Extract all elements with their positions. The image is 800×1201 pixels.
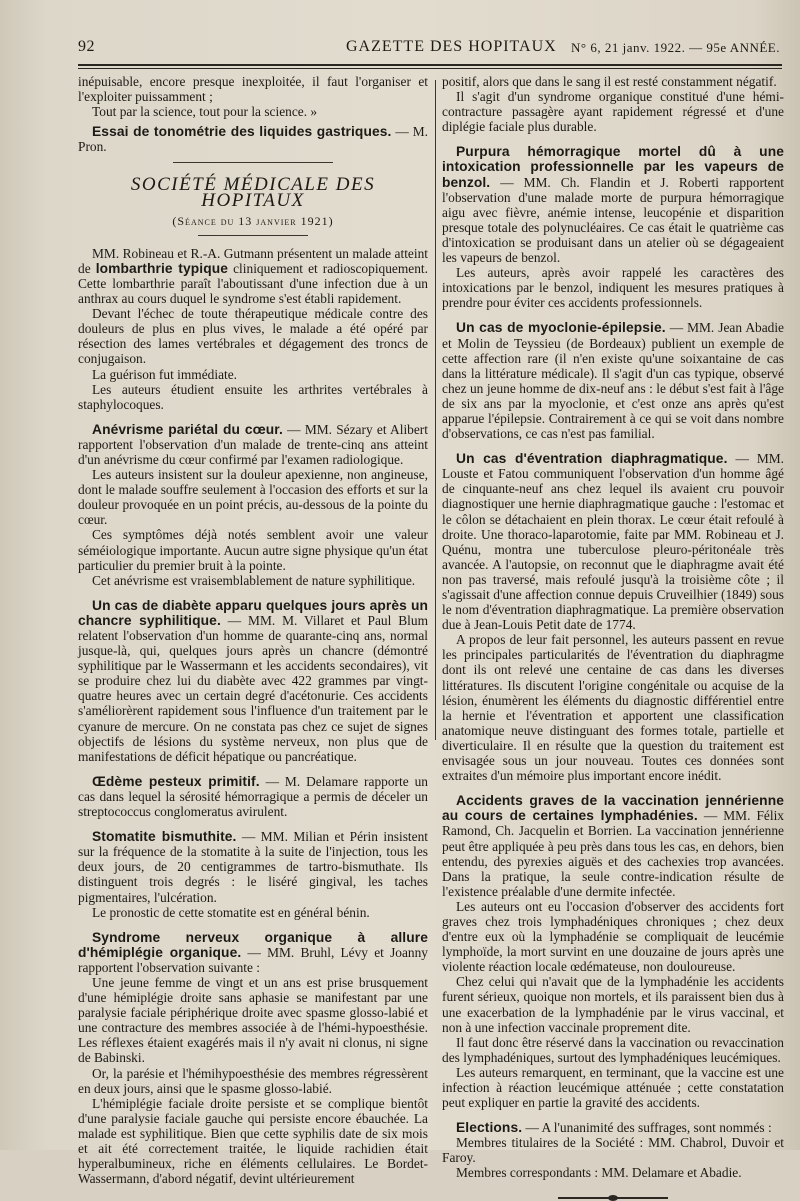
session-date: (Séance du 13 janvier 1921) [172,213,334,228]
article-eventration: Un cas d'éventration diaphragmatique. — MM. Louste et Fatou communiquent l'observation d'un homme âgé de cinquante-neuf ans chez lequel ils avaient cru pouvoir diagnostiquer une hernie diaphragmatique gauche : l'estomac et le côlon se détachaient en plein thorax. Le cœur était refoulé à droite. Une thoraco-laparotomie, faite par MM. Robineau et J. Quénu, montra une tuberculose pleuro-péritonéale très avancée. A l'autopsie, on reconnut que le diaphragme avait été non pas traversé, mais refoulé jusqu'à la troisième côte ; il s'agissait d'une affection connue depuis Cruveilhier (1849) sous le nom d'éventration diaphragmatique. La première observation due à Jean-Louis Petit date de 1774. [442,451,784,633]
page-number: 92 [78,38,95,55]
article-vaccination: Accidents graves de la vaccination jennérienne au cours de certaines lymphadénies. — MM. Félix Ramond, Ch. Jacquelin et Borrien. La vaccination jennérienne peut être appliquée à peu près dans tous les cas, en dehors, bien entendu, des pyrexies aiguës et des cachexies trop avancées. Dans la pratique, la seule contre-indication résulte de l'existence préalable d'une dermite infectée. [442,793,785,899]
paragraph: Les auteurs ont eu l'occasion d'observer des accidents fort graves chez trois lymphadéniques chroniques ; chez deux d'entre eux où la lymphadénie se compliquait de leucémie lymphoïde, la mort survint en une douzaine de jours après une violente réaction locale œdémateuse, non douloureuse. [442,898,784,975]
paragraph: Ces symptômes déjà notés semblent avoir une valeur séméiologique importante. Aucun autre signe physique qu'un état particulier du premier bruit à la pointe. [78,527,428,573]
article-lombarthrie: MM. Robineau et R.-A. Gutmann présentent un malade atteint de lombarthrie typique cliniquement et radioscopiquement. Cette lombarthrie paraît l'aboutissant d'une infection due à un anthrax au cours duquel le syndrome s'est établi rapidement. [78,245,429,307]
article-syndrome: Syndrome nerveux organique à allure d'hémiplégie organique. — MM. Bruhl, Lévy et Joanny rapportent l'observation suivante : [78,929,428,975]
divider [173,162,333,163]
left-column [78,74,428,1186]
paragraph: Le pronostic de cette stomatite est en général bénin. [92,904,370,920]
column-separator [435,80,436,740]
header-rule-thin [78,68,782,69]
article-title: Œdème pesteux primitif. [92,773,260,789]
paragraph: Cet anévrisme est vraisemblablement de nature syphilitique. [92,572,416,588]
paragraph: Devant l'échec de toute thérapeutique médicale contre des douleurs de plus en plus vives, le malade a été opéré par résection des lames vertébrales et dégagement des troncs de conjugaison. [78,306,428,367]
right-column [442,74,784,1201]
paragraph: A propos de leur fait personnel, les auteurs passent en revue les principales particularités de l'éventration du diaphragme dont ils ont relevé une centaine de cas dans les diverses littératures. Ils discutent l'origine congénitale ou acquise de la lésion, énumèrent les éléments du diagnostic différentiel entre la hernie et l'éventration et apportent une classification anatomique neuve distinguant des formes totale, partielle et diverticulaire. Il en résulte que la question du traitement est envisagée sous un jour nouveau. Toutes ces données sont extraites d'un mémoire plus important encore inédit. [442,632,784,784]
paragraph: positif, alors que dans le sang il est resté constamment négatif. [442,74,777,89]
paragraph: inépuisable, encore presque inexploitée, il faut l'organiser et l'exploiter puissamment ; [78,74,428,105]
article-diabete: Un cas de diabète apparu quelques jours après un chancre syphilitique. — MM. M. Villaret et Paul Blum relatent l'observation d'un homme de quarante-cinq ans, normal jusque-là, qui, quelques jours après un chancre (démontré syphilitique par le Wassermann et les accidents secondaires), vit se produire chez lui du diabète avec 422 grammes par vingt-quatre heures avec un certain degré d'acétonurie. Ces accidents s'améliorèrent rapidement sous l'influence d'un traitement par le cyanure de mercure. On ne constata pas chez ce sujet de signes objectifs de lésions du système nerveux, non plus que de manifestations de déficit hépatique ou pancréatique. [78,597,429,764]
article-stomatite: Stomatite bismuthite. — MM. Milian et Périn insistent sur la fréquence de la stomatite à la suite de l'injection, tous les deux jours, de 20 centigrammes de tartro-bismuthate. Ils distinguent trois degrés : le liséré gingival, les taches pigmentaires, l'ulcération. [78,829,428,905]
paragraph: Il s'agit d'un syndrome organique constitué d'une hémi-contracture passagère ayant rapidement régressé et d'une diplégie faciale plus durable. [442,89,784,135]
article-title: Syndrome nerveux organique à allure d'hémiplégie organique. [78,929,428,960]
journal-title: GAZETTE DES HOPITAUX [346,38,557,55]
paragraph: Les auteurs remarquent, en terminant, que la vaccine est une infection à réaction leucémique atténuée ; cette constatation peut expliquer en partie la gravité des accidents. [442,1064,784,1111]
article-title: Un cas de diabète apparu quelques jours après un chancre syphilitique. [78,597,428,628]
paragraph: Les auteurs étudient ensuite les arthrites vertébrales à staphylocoques. [78,381,428,412]
header-rule [78,64,782,66]
article-tonometrie: Essai de tonométrie des liquides gastriques. — M. Pron. [78,124,428,155]
issue-info: N° 6, 21 janv. 1922. — 95e ANNÉE. [571,40,780,55]
paragraph: Les auteurs, après avoir rappelé les caractères des intoxications par le benzol, indiquent les mesures pratiques à prendre pour éviter ces accidents professionnels. [442,265,784,311]
article-title: Elections. [456,1120,523,1136]
article-oedeme: Œdème pesteux primitif. — M. Delamare rapporte un cas dans lequel la sérosité hémorragique a permis de déceler un streptococcus conglomeratus avirulent. [78,773,428,820]
article-elections: Elections. — A l'unanimité des suffrages, sont nommés : [456,1120,772,1136]
article-myoclonie: Un cas de myoclonie-épilepsie. — MM. Jean Abadie et Molin de Teyssieu (de Bordeaux) publient un exemple de cette affection rare (il n'en existe qu'une soixantaine de cas dans la littérature médicale). Il s'agit d'un cas typique, observé chez un jeune homme de dix-neuf ans : le début s'est fait à l'âge de six ans par la myoclonie, et c'est onze ans après qu'est apparue l'épilepsie. Contrairement à ce qui se voit dans nombre d'observations, ce cas n'est pas familial. [442,320,784,442]
page-header [78,36,780,62]
article-title: Un cas d'éventration diaphragmatique. [456,451,728,467]
paragraph: Or, la parésie et l'hémihypoesthésie des membres régressèrent en deux jours, ainsi que le spasme glosso-labié. [78,1065,428,1096]
paragraph: Chez celui qui n'avait que de la lymphadénie les accidents furent sérieux, quoique non mortels, et ils paraissent bien dus à une exacerbation de la lymphadénie par le virus vaccinal, et non à une infection vaccinale proprement dite. [442,974,784,1035]
article-title: Un cas de myoclonie-épilepsie. [456,320,666,336]
article-purpura: Purpura hémorragique mortel dû à une intoxication professionnelle par les vapeurs de benzol. — MM. Ch. Flandin et J. Roberti rapportent l'observation d'une malade morte de purpura hémorragique aigu avec fièvre, anémie intense, leucopénie et disparition presque totale des polynucléaires. Ce cas était le quatrième cas d'intoxication se produisant dans un atelier où se dégageaient les vapeurs de benzol. [442,144,784,266]
paragraph: Les auteurs insistent sur la douleur apexienne, non angineuse, dont le malade souffre seulement à l'occasion des efforts et sur la douleur provoquée en un point précis, au-dessous de la pointe du cœur. [78,467,428,528]
paragraph: La guérison fut immédiate. [92,366,238,382]
article-title: Stomatite bismuthite. [92,829,237,845]
article-anevrisme: Anévrisme pariétal du cœur. — MM. Sézary et Alibert rapportent l'observation d'un malade de trente-cinq ans atteint d'un anévrisme du cœur confirmé par l'examen radiologique. [78,421,428,467]
article-title: Accidents graves de la vaccination jennérienne au cours de certaines lymphadénies. [442,793,784,824]
paragraph: Membres correspondants : MM. Delamare et Abadie. [456,1165,742,1181]
paragraph: Tout par la science, tout pour la science. » [92,104,318,120]
end-ornament [558,1195,668,1201]
article-title: Essai de tonométrie des liquides gastriques. [92,124,392,140]
paragraph: Il faut donc être réservé dans la vaccination ou revaccination des lymphadéniques, surtout des lymphadéniques leucémiques. [442,1034,784,1065]
paragraph: Une jeune femme de vingt et un ans est prise brusquement d'une hémiplégie droite sans aphasie se manifestant par une paralysie faciale périphérique droite avec spasme glosso-labié et une contracture des membres associée à de l'hémi-hypoesthésie. Les réflexes étaient exagérés mais il n'y avait ni clonus, ni signe de Babinski. [78,974,428,1066]
paragraph: L'hémiplégie faciale droite persiste et se complique bientôt d'une paralysie faciale gauche qui persiste encore ébauchée. La malade est syphilitique. Bien que cette syphilis date de six mois et ait été correctement traitée, le liquide rachidien était hyperalbumineux, riche en éléments cellulaires. Le Bordet-Wassermann, d'abord négatif, devint ultérieurement [78,1095,428,1187]
paragraph: Membres titulaires de la Société : MM. Chabrol, Duvoir et Faroy. [442,1135,784,1166]
section-heading: SOCIÉTÉ MÉDICALE DES HOPITAUX [130,174,376,211]
article-title: lombarthrie typique [95,260,229,276]
article-title: Anévrisme pariétal du cœur. [92,421,283,437]
article-title: Purpura hémorragique mortel dû à une intoxication professionnelle par les vapeurs de benzol. [442,144,784,190]
